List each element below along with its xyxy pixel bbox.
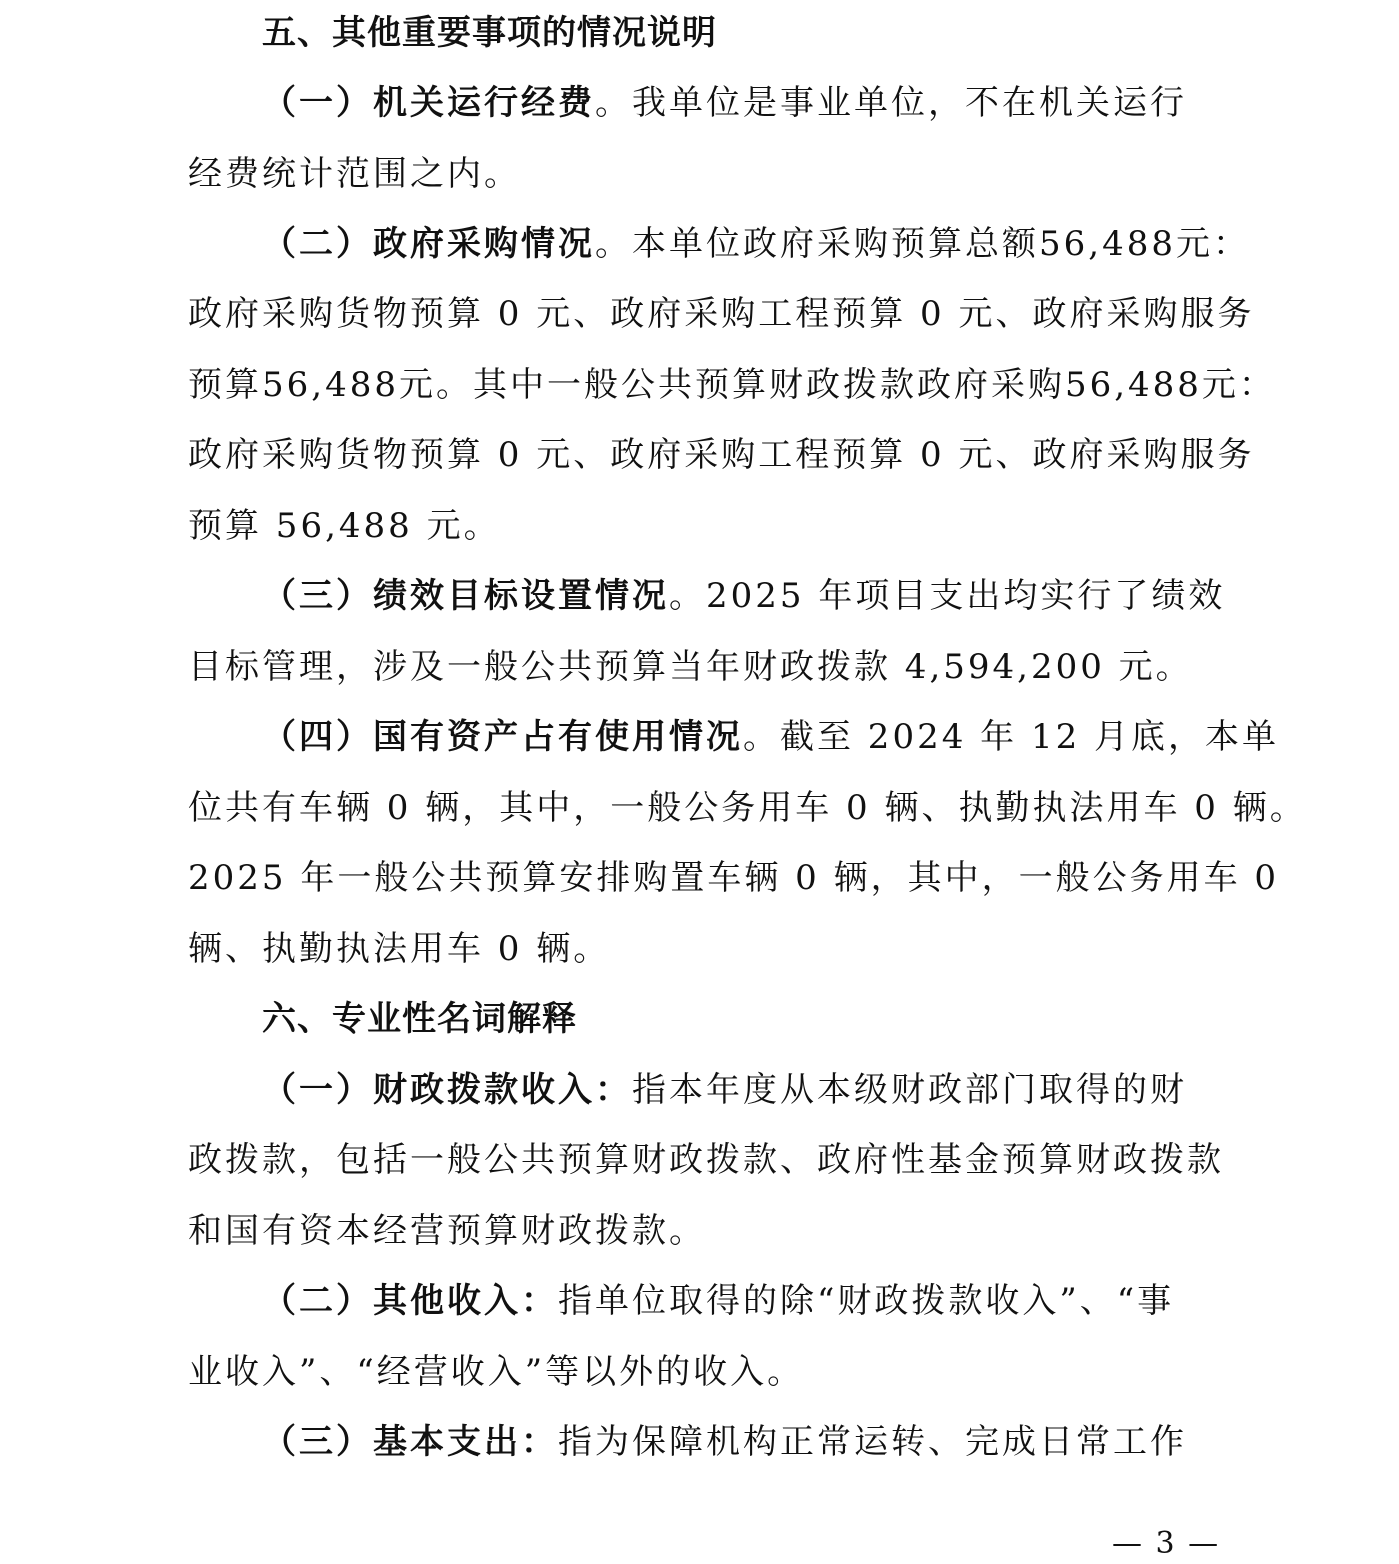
paragraph-line <box>262 714 1279 760</box>
paragraph-text: 。截至 2024 年 12 月底，本单 <box>743 717 1280 757</box>
paragraph-text: 指单位取得的除“财政拨款收入”、“事 <box>558 1281 1175 1321</box>
paragraph-line: 业收入”、“经营收入”等以外的收入。 <box>188 1352 805 1392</box>
paragraph-line <box>262 573 1225 619</box>
paragraph-lead: （三）绩效目标设置情况 <box>262 576 669 616</box>
paragraph-line: 政府采购货物预算 0 元、政府采购工程预算 0 元、政府采购服务 <box>188 294 1255 334</box>
paragraph-line: 预算 56,488 元。 <box>188 506 501 546</box>
paragraph-line <box>262 221 1250 267</box>
paragraph-text: 指为保障机构正常运转、完成日常工作 <box>558 1422 1187 1462</box>
paragraph-text: 。本单位政府采购预算总额56,488元： <box>595 224 1250 264</box>
paragraph-text: 指本年度从本级财政部门取得的财 <box>632 1070 1187 1110</box>
paragraph-line <box>262 1419 1187 1465</box>
paragraph-line: 位共有车辆 0 辆，其中，一般公务用车 0 辆、执勤执法用车 0 辆。 <box>188 788 1307 828</box>
paragraph-lead: （二）其他收入： <box>262 1281 558 1321</box>
paragraph-text: 。2025 年项目支出均实行了绩效 <box>669 576 1226 616</box>
paragraph-line <box>262 1067 1187 1113</box>
paragraph-line: 2025 年一般公共预算安排购置车辆 0 辆，其中，一般公务用车 0 <box>188 858 1280 898</box>
paragraph-line: 政拨款，包括一般公共预算财政拨款、政府性基金预算财政拨款 <box>188 1140 1224 1180</box>
paragraph-line: 和国有资本经营预算财政拨款。 <box>188 1211 706 1251</box>
paragraph-line: 经费统计范围之内。 <box>188 154 521 194</box>
paragraph-lead: （一）机关运行经费 <box>262 83 595 123</box>
paragraph-line: 政府采购货物预算 0 元、政府采购工程预算 0 元、政府采购服务 <box>188 435 1255 475</box>
paragraph-lead: （二）政府采购情况 <box>262 224 595 264</box>
paragraph-line <box>262 1278 1174 1324</box>
section-heading-5: 五、其他重要事项的情况说明 <box>262 13 717 53</box>
paragraph-line: 辆、执勤执法用车 0 辆。 <box>188 929 611 969</box>
paragraph-lead: （一）财政拨款收入： <box>262 1070 632 1110</box>
paragraph-lead: （四）国有资产占有使用情况 <box>262 717 743 757</box>
paragraph-line: 目标管理，涉及一般公共预算当年财政拨款 4,594,200 元。 <box>188 647 1193 687</box>
paragraph-line <box>262 80 1187 126</box>
paragraph-line: 预算56,488元。其中一般公共预算财政拨款政府采购56,488元： <box>188 365 1276 405</box>
section-heading-6: 六、专业性名词解释 <box>262 999 577 1039</box>
paragraph-text: 。我单位是事业单位，不在机关运行 <box>595 83 1187 123</box>
paragraph-lead: （三）基本支出： <box>262 1422 558 1462</box>
page-number: — 3 — <box>1112 1526 1221 1561</box>
